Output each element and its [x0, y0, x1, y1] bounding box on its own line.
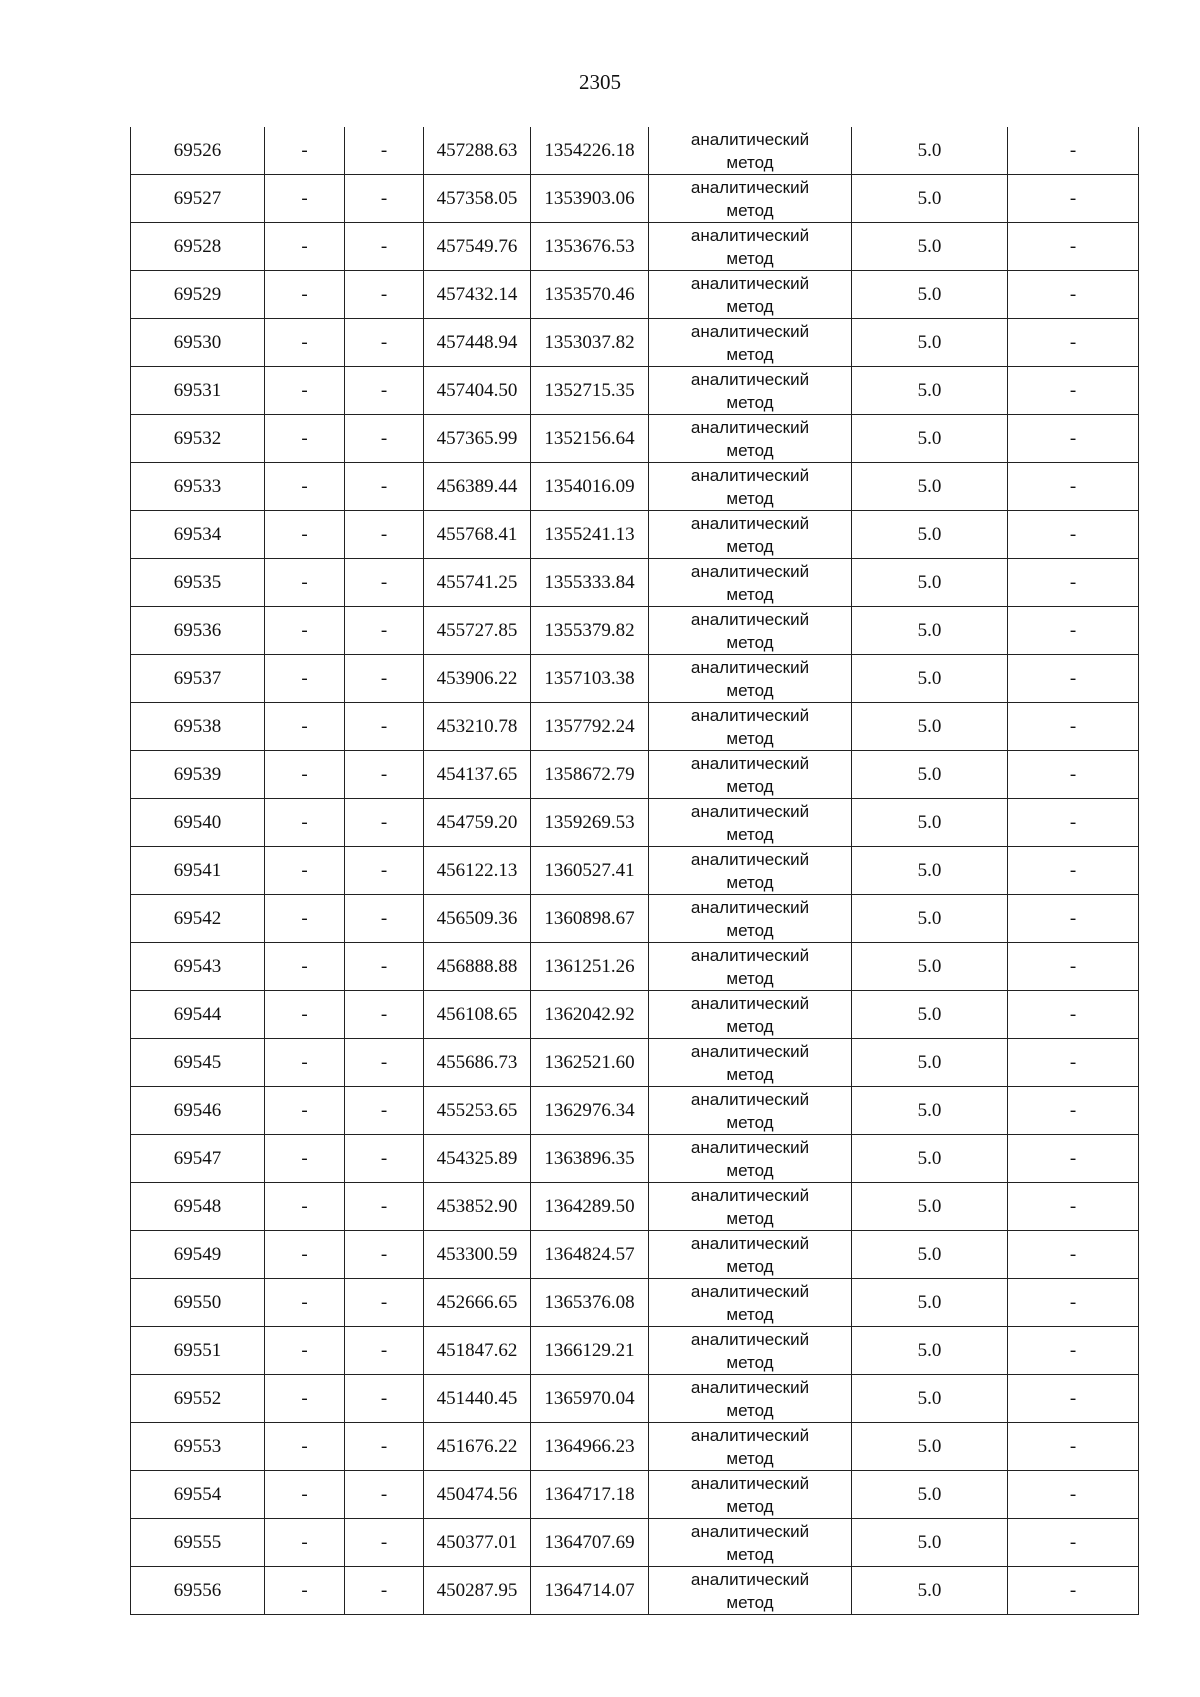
empty-cell: - [345, 1135, 424, 1183]
y-coordinate-cell: 1353037.82 [531, 319, 649, 367]
empty-cell: - [345, 1039, 424, 1087]
accuracy-cell: 5.0 [852, 271, 1008, 319]
empty-cell: - [265, 895, 345, 943]
table-row [131, 1231, 1139, 1279]
method-cell: аналитический метод [649, 463, 852, 511]
empty-cell: - [345, 1087, 424, 1135]
accuracy-cell: 5.0 [852, 127, 1008, 175]
empty-cell: - [265, 415, 345, 463]
point-id-cell: 69552 [131, 1375, 265, 1423]
accuracy-cell: 5.0 [852, 991, 1008, 1039]
table-row [131, 271, 1139, 319]
method-cell: аналитический метод [649, 415, 852, 463]
method-cell: аналитический метод [649, 1087, 852, 1135]
x-coordinate-cell: 456389.44 [424, 463, 531, 511]
point-id-cell: 69553 [131, 1423, 265, 1471]
empty-cell: - [345, 1375, 424, 1423]
method-cell: аналитический метод [649, 847, 852, 895]
point-id-cell: 69528 [131, 223, 265, 271]
empty-cell: - [345, 271, 424, 319]
empty-cell: - [345, 943, 424, 991]
table-row [131, 1327, 1139, 1375]
empty-cell: - [1008, 1231, 1139, 1279]
empty-cell: - [265, 1279, 345, 1327]
method-cell: аналитический метод [649, 1327, 852, 1375]
x-coordinate-cell: 451440.45 [424, 1375, 531, 1423]
point-id-cell: 69532 [131, 415, 265, 463]
table-row [131, 175, 1139, 223]
x-coordinate-cell: 456509.36 [424, 895, 531, 943]
empty-cell: - [265, 271, 345, 319]
empty-cell: - [345, 1423, 424, 1471]
empty-cell: - [345, 751, 424, 799]
empty-cell: - [1008, 319, 1139, 367]
table-row [131, 511, 1139, 559]
empty-cell: - [1008, 559, 1139, 607]
point-id-cell: 69534 [131, 511, 265, 559]
table-row [131, 1183, 1139, 1231]
point-id-cell: 69547 [131, 1135, 265, 1183]
empty-cell: - [345, 1327, 424, 1375]
y-coordinate-cell: 1364717.18 [531, 1471, 649, 1519]
point-id-cell: 69530 [131, 319, 265, 367]
point-id-cell: 69556 [131, 1567, 265, 1615]
y-coordinate-cell: 1361251.26 [531, 943, 649, 991]
table-row [131, 1375, 1139, 1423]
empty-cell: - [1008, 751, 1139, 799]
method-cell: аналитический метод [649, 271, 852, 319]
empty-cell: - [1008, 943, 1139, 991]
y-coordinate-cell: 1352156.64 [531, 415, 649, 463]
accuracy-cell: 5.0 [852, 463, 1008, 511]
empty-cell: - [265, 319, 345, 367]
point-id-cell: 69535 [131, 559, 265, 607]
point-id-cell: 69536 [131, 607, 265, 655]
table-row [131, 895, 1139, 943]
table-row [131, 1471, 1139, 1519]
method-cell: аналитический метод [649, 607, 852, 655]
accuracy-cell: 5.0 [852, 1519, 1008, 1567]
y-coordinate-cell: 1362042.92 [531, 991, 649, 1039]
empty-cell: - [1008, 1327, 1139, 1375]
point-id-cell: 69555 [131, 1519, 265, 1567]
table-row [131, 1567, 1139, 1615]
empty-cell: - [265, 1423, 345, 1471]
table-body [131, 127, 1139, 1615]
method-cell: аналитический метод [649, 223, 852, 271]
empty-cell: - [345, 1519, 424, 1567]
empty-cell: - [345, 991, 424, 1039]
empty-cell: - [1008, 895, 1139, 943]
empty-cell: - [345, 463, 424, 511]
x-coordinate-cell: 457288.63 [424, 127, 531, 175]
empty-cell: - [345, 319, 424, 367]
x-coordinate-cell: 457448.94 [424, 319, 531, 367]
accuracy-cell: 5.0 [852, 1567, 1008, 1615]
x-coordinate-cell: 450474.56 [424, 1471, 531, 1519]
y-coordinate-cell: 1354016.09 [531, 463, 649, 511]
x-coordinate-cell: 455768.41 [424, 511, 531, 559]
accuracy-cell: 5.0 [852, 511, 1008, 559]
empty-cell: - [1008, 1135, 1139, 1183]
empty-cell: - [1008, 655, 1139, 703]
table-row [131, 1135, 1139, 1183]
point-id-cell: 69543 [131, 943, 265, 991]
method-cell: аналитический метод [649, 655, 852, 703]
method-cell: аналитический метод [649, 895, 852, 943]
empty-cell: - [1008, 1519, 1139, 1567]
y-coordinate-cell: 1352715.35 [531, 367, 649, 415]
table-row [131, 1423, 1139, 1471]
method-cell: аналитический метод [649, 511, 852, 559]
y-coordinate-cell: 1364966.23 [531, 1423, 649, 1471]
y-coordinate-cell: 1362976.34 [531, 1087, 649, 1135]
x-coordinate-cell: 450287.95 [424, 1567, 531, 1615]
method-cell: аналитический метод [649, 1039, 852, 1087]
x-coordinate-cell: 457404.50 [424, 367, 531, 415]
x-coordinate-cell: 456888.88 [424, 943, 531, 991]
method-cell: аналитический метод [649, 1231, 852, 1279]
empty-cell: - [265, 847, 345, 895]
point-id-cell: 69529 [131, 271, 265, 319]
table-row [131, 367, 1139, 415]
method-cell: аналитический метод [649, 703, 852, 751]
y-coordinate-cell: 1353676.53 [531, 223, 649, 271]
empty-cell: - [345, 703, 424, 751]
empty-cell: - [265, 655, 345, 703]
method-cell: аналитический метод [649, 1471, 852, 1519]
accuracy-cell: 5.0 [852, 1375, 1008, 1423]
accuracy-cell: 5.0 [852, 943, 1008, 991]
empty-cell: - [345, 607, 424, 655]
table-row [131, 991, 1139, 1039]
y-coordinate-cell: 1353570.46 [531, 271, 649, 319]
accuracy-cell: 5.0 [852, 367, 1008, 415]
empty-cell: - [345, 655, 424, 703]
x-coordinate-cell: 457365.99 [424, 415, 531, 463]
accuracy-cell: 5.0 [852, 319, 1008, 367]
empty-cell: - [265, 1471, 345, 1519]
empty-cell: - [345, 847, 424, 895]
y-coordinate-cell: 1364707.69 [531, 1519, 649, 1567]
y-coordinate-cell: 1366129.21 [531, 1327, 649, 1375]
empty-cell: - [265, 1567, 345, 1615]
empty-cell: - [265, 511, 345, 559]
empty-cell: - [1008, 1375, 1139, 1423]
table-row [131, 703, 1139, 751]
method-cell: аналитический метод [649, 1519, 852, 1567]
accuracy-cell: 5.0 [852, 1327, 1008, 1375]
point-id-cell: 69549 [131, 1231, 265, 1279]
y-coordinate-cell: 1364714.07 [531, 1567, 649, 1615]
accuracy-cell: 5.0 [852, 1471, 1008, 1519]
empty-cell: - [345, 511, 424, 559]
accuracy-cell: 5.0 [852, 895, 1008, 943]
x-coordinate-cell: 457432.14 [424, 271, 531, 319]
point-id-cell: 69554 [131, 1471, 265, 1519]
point-id-cell: 69540 [131, 799, 265, 847]
empty-cell: - [1008, 1567, 1139, 1615]
x-coordinate-cell: 454759.20 [424, 799, 531, 847]
table-row [131, 799, 1139, 847]
empty-cell: - [265, 799, 345, 847]
method-cell: аналитический метод [649, 799, 852, 847]
accuracy-cell: 5.0 [852, 559, 1008, 607]
empty-cell: - [345, 1183, 424, 1231]
point-id-cell: 69539 [131, 751, 265, 799]
accuracy-cell: 5.0 [852, 1135, 1008, 1183]
empty-cell: - [345, 559, 424, 607]
x-coordinate-cell: 456122.13 [424, 847, 531, 895]
empty-cell: - [265, 1375, 345, 1423]
accuracy-cell: 5.0 [852, 223, 1008, 271]
empty-cell: - [345, 799, 424, 847]
accuracy-cell: 5.0 [852, 607, 1008, 655]
empty-cell: - [265, 1519, 345, 1567]
accuracy-cell: 5.0 [852, 847, 1008, 895]
empty-cell: - [265, 175, 345, 223]
x-coordinate-cell: 456108.65 [424, 991, 531, 1039]
empty-cell: - [345, 1231, 424, 1279]
x-coordinate-cell: 453852.90 [424, 1183, 531, 1231]
empty-cell: - [345, 1567, 424, 1615]
method-cell: аналитический метод [649, 1567, 852, 1615]
empty-cell: - [265, 1231, 345, 1279]
table-row [131, 415, 1139, 463]
empty-cell: - [265, 703, 345, 751]
table-row [131, 1039, 1139, 1087]
y-coordinate-cell: 1363896.35 [531, 1135, 649, 1183]
y-coordinate-cell: 1364824.57 [531, 1231, 649, 1279]
x-coordinate-cell: 454325.89 [424, 1135, 531, 1183]
y-coordinate-cell: 1365970.04 [531, 1375, 649, 1423]
point-id-cell: 69533 [131, 463, 265, 511]
y-coordinate-cell: 1355379.82 [531, 607, 649, 655]
table-row [131, 1087, 1139, 1135]
y-coordinate-cell: 1362521.60 [531, 1039, 649, 1087]
table-row [131, 943, 1139, 991]
point-id-cell: 69545 [131, 1039, 265, 1087]
accuracy-cell: 5.0 [852, 415, 1008, 463]
empty-cell: - [345, 1471, 424, 1519]
empty-cell: - [265, 1183, 345, 1231]
empty-cell: - [1008, 1471, 1139, 1519]
point-id-cell: 69544 [131, 991, 265, 1039]
accuracy-cell: 5.0 [852, 1231, 1008, 1279]
x-coordinate-cell: 453300.59 [424, 1231, 531, 1279]
y-coordinate-cell: 1357792.24 [531, 703, 649, 751]
coordinates-table [130, 127, 1139, 1615]
point-id-cell: 69526 [131, 127, 265, 175]
empty-cell: - [1008, 511, 1139, 559]
accuracy-cell: 5.0 [852, 655, 1008, 703]
empty-cell: - [345, 367, 424, 415]
table-row [131, 559, 1139, 607]
empty-cell: - [1008, 1423, 1139, 1471]
table-row [131, 607, 1139, 655]
method-cell: аналитический метод [649, 367, 852, 415]
table-row [131, 1519, 1139, 1567]
x-coordinate-cell: 453906.22 [424, 655, 531, 703]
accuracy-cell: 5.0 [852, 1423, 1008, 1471]
accuracy-cell: 5.0 [852, 1039, 1008, 1087]
empty-cell: - [345, 415, 424, 463]
table-row [131, 463, 1139, 511]
x-coordinate-cell: 451676.22 [424, 1423, 531, 1471]
empty-cell: - [1008, 1087, 1139, 1135]
empty-cell: - [265, 991, 345, 1039]
table-row [131, 655, 1139, 703]
y-coordinate-cell: 1353903.06 [531, 175, 649, 223]
empty-cell: - [265, 1087, 345, 1135]
x-coordinate-cell: 454137.65 [424, 751, 531, 799]
accuracy-cell: 5.0 [852, 175, 1008, 223]
table-row [131, 1279, 1139, 1327]
empty-cell: - [265, 127, 345, 175]
x-coordinate-cell: 457358.05 [424, 175, 531, 223]
y-coordinate-cell: 1360898.67 [531, 895, 649, 943]
point-id-cell: 69537 [131, 655, 265, 703]
y-coordinate-cell: 1365376.08 [531, 1279, 649, 1327]
empty-cell: - [1008, 1279, 1139, 1327]
empty-cell: - [1008, 367, 1139, 415]
point-id-cell: 69542 [131, 895, 265, 943]
empty-cell: - [265, 463, 345, 511]
accuracy-cell: 5.0 [852, 1279, 1008, 1327]
point-id-cell: 69550 [131, 1279, 265, 1327]
table-row [131, 127, 1139, 175]
method-cell: аналитический метод [649, 175, 852, 223]
page-number: 2305 [579, 70, 621, 94]
point-id-cell: 69527 [131, 175, 265, 223]
accuracy-cell: 5.0 [852, 1087, 1008, 1135]
point-id-cell: 69546 [131, 1087, 265, 1135]
empty-cell: - [1008, 991, 1139, 1039]
accuracy-cell: 5.0 [852, 751, 1008, 799]
y-coordinate-cell: 1357103.38 [531, 655, 649, 703]
x-coordinate-cell: 452666.65 [424, 1279, 531, 1327]
empty-cell: - [1008, 223, 1139, 271]
y-coordinate-cell: 1358672.79 [531, 751, 649, 799]
y-coordinate-cell: 1360527.41 [531, 847, 649, 895]
method-cell: аналитический метод [649, 1183, 852, 1231]
empty-cell: - [1008, 415, 1139, 463]
empty-cell: - [265, 1327, 345, 1375]
x-coordinate-cell: 455253.65 [424, 1087, 531, 1135]
accuracy-cell: 5.0 [852, 703, 1008, 751]
empty-cell: - [345, 1279, 424, 1327]
empty-cell: - [265, 1039, 345, 1087]
empty-cell: - [1008, 127, 1139, 175]
table-row [131, 223, 1139, 271]
x-coordinate-cell: 457549.76 [424, 223, 531, 271]
point-id-cell: 69548 [131, 1183, 265, 1231]
empty-cell: - [265, 223, 345, 271]
y-coordinate-cell: 1359269.53 [531, 799, 649, 847]
empty-cell: - [1008, 607, 1139, 655]
empty-cell: - [345, 127, 424, 175]
empty-cell: - [345, 175, 424, 223]
empty-cell: - [1008, 271, 1139, 319]
x-coordinate-cell: 450377.01 [424, 1519, 531, 1567]
empty-cell: - [1008, 175, 1139, 223]
x-coordinate-cell: 453210.78 [424, 703, 531, 751]
empty-cell: - [1008, 1039, 1139, 1087]
point-id-cell: 69531 [131, 367, 265, 415]
empty-cell: - [265, 367, 345, 415]
point-id-cell: 69551 [131, 1327, 265, 1375]
method-cell: аналитический метод [649, 1423, 852, 1471]
method-cell: аналитический метод [649, 127, 852, 175]
x-coordinate-cell: 455686.73 [424, 1039, 531, 1087]
table-row [131, 847, 1139, 895]
empty-cell: - [1008, 799, 1139, 847]
empty-cell: - [1008, 463, 1139, 511]
empty-cell: - [345, 223, 424, 271]
empty-cell: - [1008, 703, 1139, 751]
method-cell: аналитический метод [649, 1135, 852, 1183]
table-row [131, 751, 1139, 799]
accuracy-cell: 5.0 [852, 799, 1008, 847]
empty-cell: - [265, 943, 345, 991]
method-cell: аналитический метод [649, 1375, 852, 1423]
method-cell: аналитический метод [649, 319, 852, 367]
method-cell: аналитический метод [649, 1279, 852, 1327]
x-coordinate-cell: 451847.62 [424, 1327, 531, 1375]
y-coordinate-cell: 1355333.84 [531, 559, 649, 607]
y-coordinate-cell: 1354226.18 [531, 127, 649, 175]
empty-cell: - [265, 1135, 345, 1183]
method-cell: аналитический метод [649, 751, 852, 799]
empty-cell: - [265, 607, 345, 655]
y-coordinate-cell: 1355241.13 [531, 511, 649, 559]
method-cell: аналитический метод [649, 991, 852, 1039]
empty-cell: - [1008, 847, 1139, 895]
method-cell: аналитический метод [649, 943, 852, 991]
empty-cell: - [345, 895, 424, 943]
empty-cell: - [1008, 1183, 1139, 1231]
point-id-cell: 69541 [131, 847, 265, 895]
accuracy-cell: 5.0 [852, 1183, 1008, 1231]
method-cell: аналитический метод [649, 559, 852, 607]
y-coordinate-cell: 1364289.50 [531, 1183, 649, 1231]
point-id-cell: 69538 [131, 703, 265, 751]
x-coordinate-cell: 455741.25 [424, 559, 531, 607]
empty-cell: - [265, 559, 345, 607]
table-row [131, 319, 1139, 367]
x-coordinate-cell: 455727.85 [424, 607, 531, 655]
empty-cell: - [265, 751, 345, 799]
